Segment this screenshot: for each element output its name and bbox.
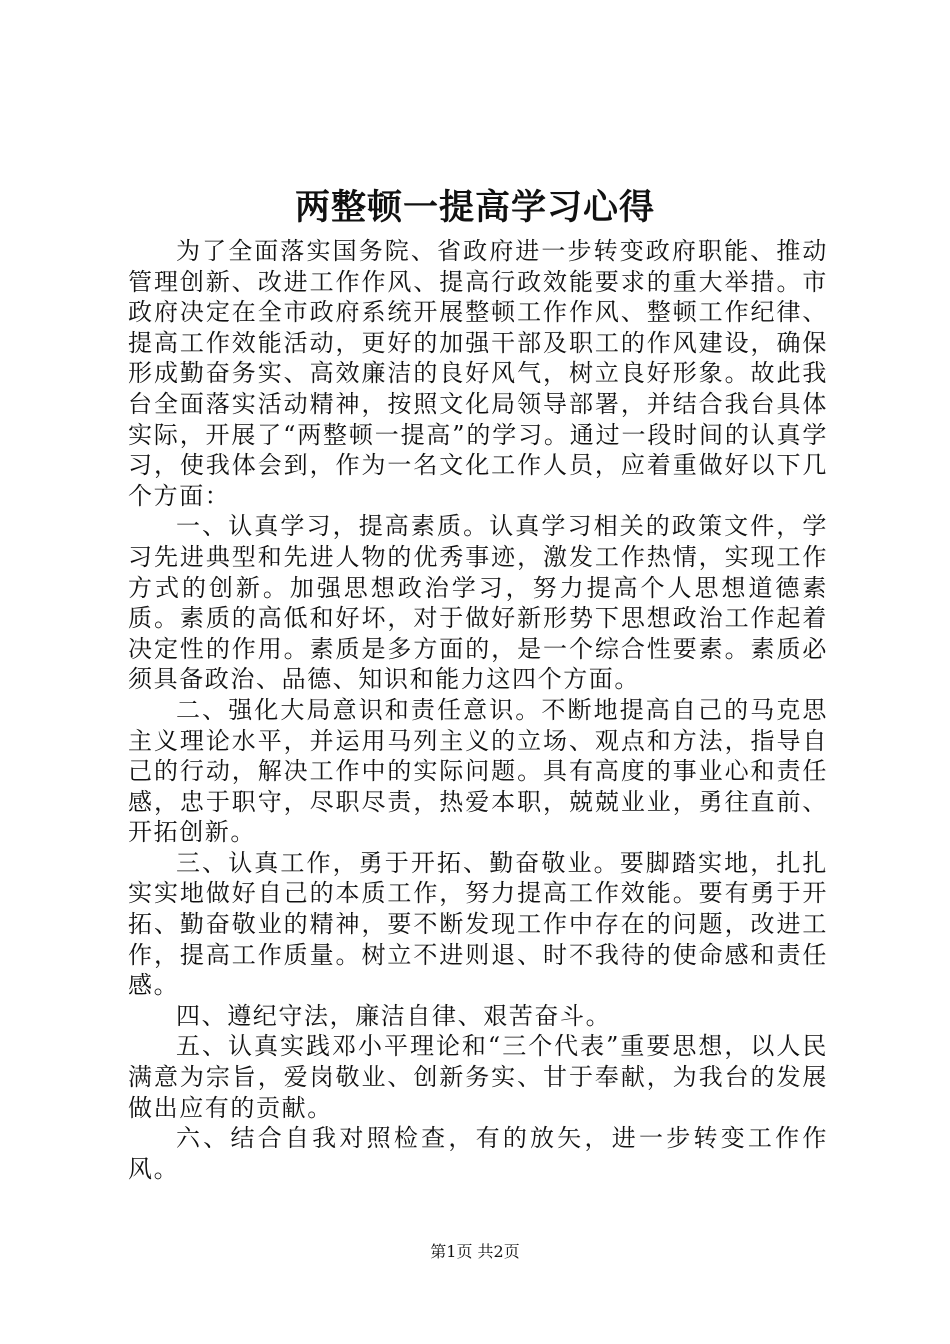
paragraph-point-4: 四、遵纪守法，廉洁自律、艰苦奋斗。: [176, 1001, 612, 1030]
paragraph-point-3: 三、认真工作，勇于开拓、勤奋敬业。要脚踏实地，扎扎实实地做好自己的本质工作，努力提高工作效能。要有勇于开拓、勤奋敬业的精神，要不断发现工作中存在的问题，改进工作，提高工作质量。树立不进则退、时不我待的使命感和责任感。: [128, 848, 828, 1000]
paragraph-point-1: 一、认真学习，提高素质。认真学习相关的政策文件，学习先进典型和先进人物的优秀事迹，激发工作热情，实现工作方式的创新。加强思想政治学习，努力提高个人思想道德素质。素质的高低和好坏，对于做好新形势下思想政治工作起着决定性的作用。素质是多方面的，是一个综合性要素。素质必须具备政治、品德、知识和能力这四个方面。: [128, 512, 828, 694]
paragraph-point-5: 五、认真实践邓小平理论和“三个代表”重要思想，以人民满意为宗旨，爱岗敬业、创新务实、甘于奉献，为我台的发展做出应有的贡献。: [128, 1032, 828, 1122]
paragraph-point-2: 二、强化大局意识和责任意识。不断地提高自己的马克思主义理论水平，并运用马列主义的立场、观点和方法，指导自己的行动，解决工作中的实际问题。具有高度的事业心和责任感，忠于职守，尽职尽责，热爱本职，兢兢业业，勇往直前、开拓创新。: [128, 695, 828, 847]
document-title: 两整顿一提高学习心得: [294, 187, 655, 228]
paragraph-point-6: 六、结合自我对照检查，有的放矢，进一步转变工作作风。: [128, 1124, 828, 1183]
page-number-footer: 第1页 共2页: [430, 1242, 520, 1261]
document-body: [128, 236, 828, 1184]
paragraph-intro: 为了全面落实国务院、省政府进一步转变政府职能、推动管理创新、改进工作作风、提高行政效能要求的重大举措。市政府决定在全市政府系统开展整顿工作作风、整顿工作纪律、提高工作效能活动，更好的加强干部及职工的作风建设，确保形成勤奋务实、高效廉洁的良好风气，树立良好形象。故此我台全面落实活动精神，按照文化局领导部署，并结合我台具体实际，开展了“两整顿一提高”的学习。通过一段时间的认真学习，使我体会到，作为一名文化工作人员，应着重做好以下几个方面：: [128, 237, 828, 510]
